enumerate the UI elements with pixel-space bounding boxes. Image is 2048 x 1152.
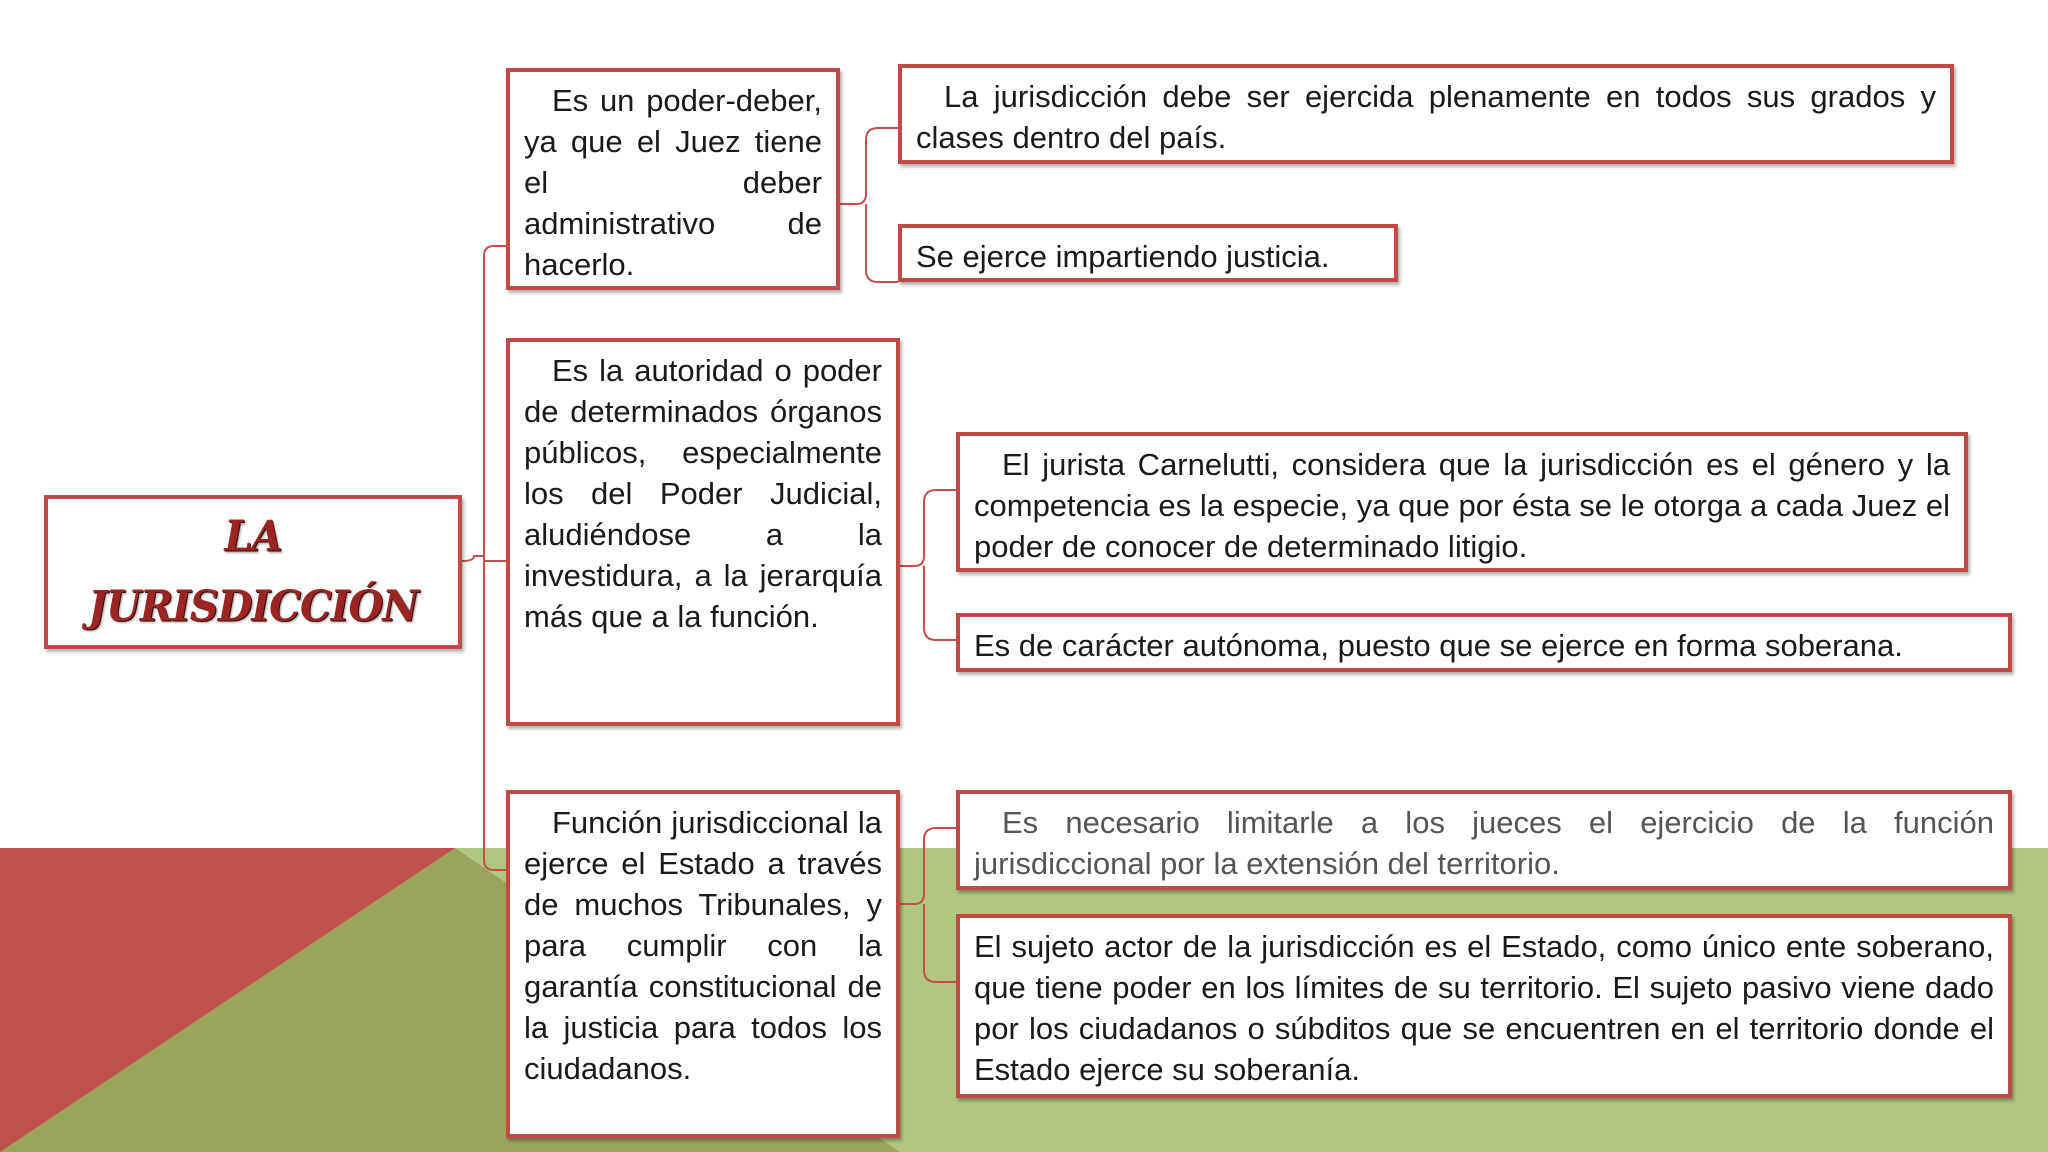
branch-2-bracket (900, 490, 956, 640)
leaf-node-3-2 (956, 914, 2012, 1098)
leaf-node-1-2 (898, 224, 1398, 282)
branch-node-3 (506, 790, 900, 1138)
branch-node-1-text: Es un poder-deber, ya que el Juez tiene el deber administrativo de hacerlo. (524, 83, 822, 282)
leaf-node-1-1-text: La jurisdicción debe ser ejercida plenamente en todos sus grados y clases dentro del país. (916, 79, 1936, 155)
branch-node-2-text: Es la autoridad o poder de determinados órganos públicos, especialmente los del Poder Judicial, aludiéndose a la investidura, a la jerarquía más que a la función. (524, 353, 882, 634)
root-node (44, 495, 462, 649)
leaf-node-3-1-text: Es necesario limitarle a los jueces el ejercicio de la función jurisdiccional por la extensión del territorio. (974, 805, 1994, 881)
branch-node-3-text: Función jurisdiccional la ejerce el Estado a través de muchos Tribunales, y para cumplir con la garantía constitucional de la justicia para todos los ciudadanos. (524, 805, 882, 1086)
branch-node-2 (506, 338, 900, 726)
root-title-line-2: JURISDICCIÓN (88, 581, 418, 632)
branch-3-bracket (900, 828, 956, 982)
branch-1-bracket (840, 128, 898, 282)
root-title-line-1: LA (224, 511, 282, 562)
branch-node-1 (506, 68, 840, 290)
leaf-node-2-2 (956, 613, 2012, 672)
leaf-node-2-1 (956, 432, 1968, 572)
root-bracket (462, 246, 506, 870)
leaf-node-3-2-text: El sujeto actor de la jurisdicción es el Estado, como único ente soberano, que tiene poder en los límites de su territorio. El sujeto pasivo viene dado por los ciudadanos o súbditos que se encuentren en el territorio donde el Estado ejerce su soberanía. (974, 929, 1994, 1087)
leaf-node-2-2-text: Es de carácter autónoma, puesto que se ejerce en forma soberana. (974, 628, 1903, 663)
leaf-node-1-2-text: Se ejerce impartiendo justicia. (916, 239, 1330, 274)
leaf-node-1-1 (898, 64, 1954, 164)
leaf-node-2-1-text: El jurista Carnelutti, considera que la jurisdicción es el género y la competencia es la especie, ya que por ésta se le otorga a cada Juez el poder de conocer de determinado litigio. (974, 447, 1950, 564)
leaf-node-3-1 (956, 790, 2012, 890)
